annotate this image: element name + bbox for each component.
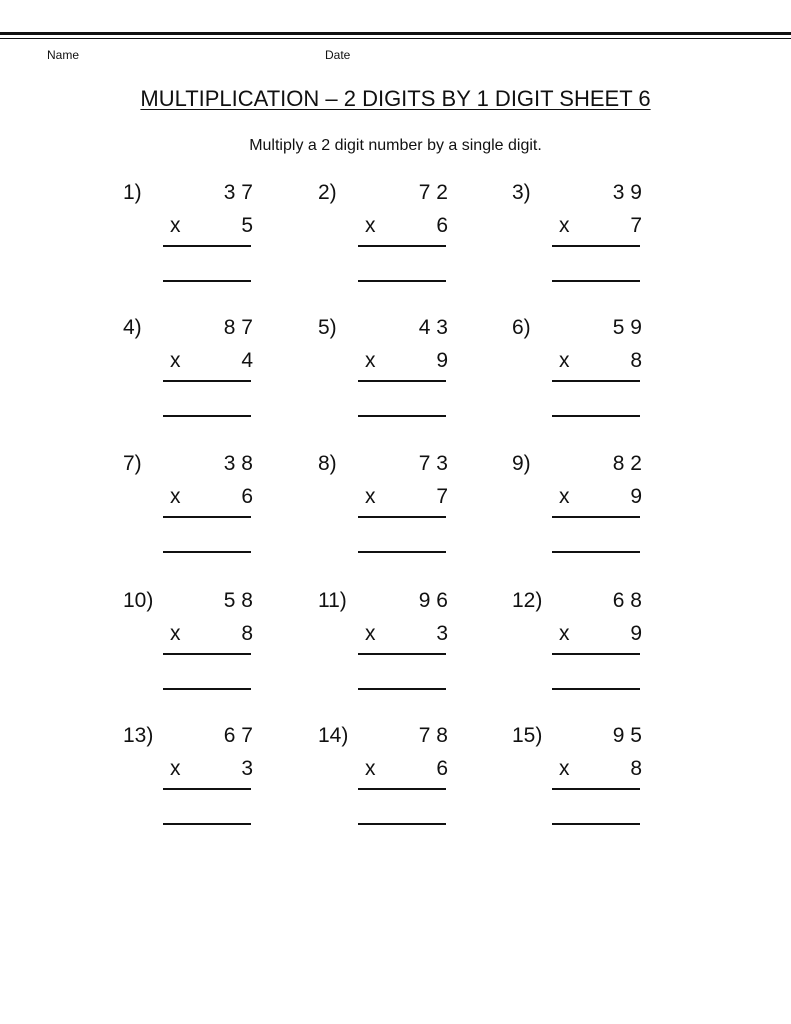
bottom-operand: 7 [630, 214, 642, 237]
problem-2 [318, 179, 458, 319]
top-operand: 6 8 [612, 589, 642, 612]
answer-line[interactable] [358, 551, 446, 553]
top-operand: 7 8 [418, 724, 448, 747]
instructions: Multiply a 2 digit number by a single digit. [249, 137, 542, 154]
top-operand: 8 2 [612, 452, 642, 475]
problem-13 [123, 722, 263, 862]
times-symbol: x [559, 757, 570, 780]
problem-number: 2) [318, 181, 337, 204]
product-line [163, 380, 251, 382]
problem-number: 12) [512, 589, 543, 612]
times-symbol: x [559, 214, 570, 237]
answer-line[interactable] [163, 551, 251, 553]
answer-line[interactable] [163, 280, 251, 282]
top-operand: 5 8 [223, 589, 253, 612]
times-symbol: x [170, 757, 181, 780]
times-symbol: x [365, 214, 376, 237]
problem-number: 3) [512, 181, 531, 204]
problem-15 [512, 722, 652, 862]
product-line [552, 788, 640, 790]
problem-4 [123, 314, 263, 454]
problem-1 [123, 179, 263, 319]
product-line [552, 380, 640, 382]
answer-line[interactable] [552, 415, 640, 417]
top-operand: 7 3 [418, 452, 448, 475]
top-operand: 6 7 [223, 724, 253, 747]
problem-number: 4) [123, 316, 142, 339]
bottom-operand: 9 [630, 622, 642, 645]
bottom-operand: 8 [630, 757, 642, 780]
product-line [163, 516, 251, 518]
problem-number: 1) [123, 181, 142, 204]
bottom-operand: 6 [436, 757, 448, 780]
answer-line[interactable] [358, 280, 446, 282]
product-line [163, 653, 251, 655]
product-line [552, 245, 640, 247]
bottom-operand: 5 [241, 214, 253, 237]
answer-line[interactable] [552, 551, 640, 553]
top-operand: 4 3 [418, 316, 448, 339]
date-label: Date [325, 48, 351, 62]
times-symbol: x [559, 349, 570, 372]
answer-line[interactable] [163, 688, 251, 690]
answer-line[interactable] [552, 280, 640, 282]
bottom-operand: 6 [436, 214, 448, 237]
product-line [358, 516, 446, 518]
bottom-operand: 8 [241, 622, 253, 645]
name-label: Name [47, 48, 80, 62]
product-line [163, 245, 251, 247]
bottom-operand: 9 [630, 485, 642, 508]
problem-11 [318, 587, 458, 727]
problem-8 [318, 450, 458, 590]
times-symbol: x [170, 214, 181, 237]
problem-number: 13) [123, 724, 154, 747]
top-operand: 9 5 [612, 724, 642, 747]
times-symbol: x [170, 349, 181, 372]
page-title: MULTIPLICATION – 2 DIGITS BY 1 DIGIT SHEET 6 [140, 86, 651, 111]
bottom-operand: 4 [241, 349, 253, 372]
problem-number: 15) [512, 724, 543, 747]
bottom-operand: 3 [241, 757, 253, 780]
product-line [552, 653, 640, 655]
answer-line[interactable] [358, 415, 446, 417]
problem-5 [318, 314, 458, 454]
top-operand: 3 9 [612, 181, 642, 204]
answer-line[interactable] [163, 415, 251, 417]
times-symbol: x [559, 485, 570, 508]
problem-3 [512, 179, 652, 319]
problem-number: 5) [318, 316, 337, 339]
product-line [358, 788, 446, 790]
top-operand: 5 9 [612, 316, 642, 339]
times-symbol: x [170, 485, 181, 508]
answer-line[interactable] [163, 823, 251, 825]
times-symbol: x [365, 622, 376, 645]
top-operand: 7 2 [418, 181, 448, 204]
top-operand: 8 7 [223, 316, 253, 339]
problem-number: 9) [512, 452, 531, 475]
problem-14 [318, 722, 458, 862]
problem-7 [123, 450, 263, 590]
problem-number: 14) [318, 724, 349, 747]
problem-number: 7) [123, 452, 142, 475]
times-symbol: x [559, 622, 570, 645]
problem-number: 8) [318, 452, 337, 475]
top-operand: 9 6 [418, 589, 448, 612]
product-line [552, 516, 640, 518]
product-line [358, 245, 446, 247]
problem-12 [512, 587, 652, 727]
times-symbol: x [365, 485, 376, 508]
top-operand: 3 7 [223, 181, 253, 204]
header-rule-thin [0, 38, 791, 39]
problem-9 [512, 450, 652, 590]
problem-number: 11) [318, 589, 347, 612]
bottom-operand: 8 [630, 349, 642, 372]
problem-number: 6) [512, 316, 531, 339]
times-symbol: x [365, 757, 376, 780]
product-line [163, 788, 251, 790]
answer-line[interactable] [552, 823, 640, 825]
bottom-operand: 9 [436, 349, 448, 372]
answer-line[interactable] [358, 823, 446, 825]
bottom-operand: 7 [436, 485, 448, 508]
times-symbol: x [170, 622, 181, 645]
answer-line[interactable] [552, 688, 640, 690]
product-line [358, 380, 446, 382]
problem-number: 10) [123, 589, 154, 612]
bottom-operand: 3 [436, 622, 448, 645]
answer-line[interactable] [358, 688, 446, 690]
times-symbol: x [365, 349, 376, 372]
problem-10 [123, 587, 263, 727]
bottom-operand: 6 [241, 485, 253, 508]
top-operand: 3 8 [223, 452, 253, 475]
header-rule-thick [0, 32, 791, 35]
problem-6 [512, 314, 652, 454]
product-line [358, 653, 446, 655]
